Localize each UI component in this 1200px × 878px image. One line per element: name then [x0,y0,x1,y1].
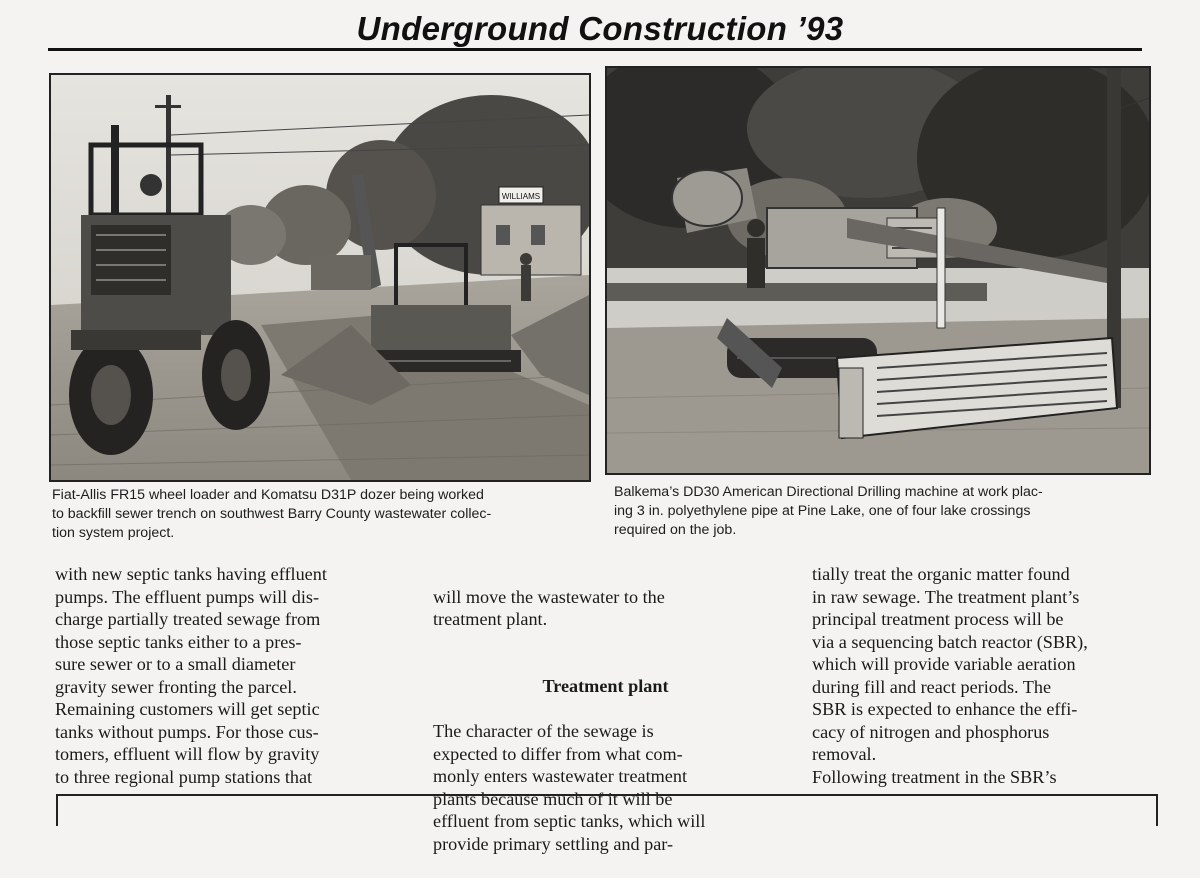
store-sign-text: WILLIAMS [501,192,541,201]
photo-right-illustration [607,68,1149,473]
photo-caption-left: Fiat-Allis FR15 wheel loader and Komatsu D31P dozer being worked to backfill sewer trench on southwest Barry County wastewater collec- tion system project. [52,487,492,541]
page-header-title: Underground Construction ’93 [356,10,844,47]
article-column-1: with new septic tanks having effluent pumps. The effluent pumps will dis- charge partially treated sewage from those septic tanks either to a pres- sure sewer or to a small diameter gravity sewer fronting the parcel. Remaining customers will get septic tanks without pumps. For those cus- tomers, effluent will flow by gravity to three regional pump stations that [55,564,327,787]
photo-caption-right: Balkema’s DD30 American Directional Drilling machine at work plac- ing 3 in. polyethylene pipe at Pine Lake, one of four lake crossings required on the job. [614,484,1043,538]
photo-directional-drilling-machine [605,66,1151,475]
photo-left-illustration [51,75,589,480]
article-column-2-body: The character of the sewage is expected to differ from what com- monly enters wastewater treatment plants because much of it will be effluent from septic tanks, which will provide primary settling and par- [433,721,706,854]
article-column-2-intro: will move the wastewater to the treatment plant. [433,586,665,629]
article-column-3: tially treat the organic matter found in raw sewage. The treatment plant’s principal treatment process will be via a sequencing batch reactor (SBR), which will provide variable aeration during fill and react periods. The SBR is expected to enhance the effi- cacy of nitrogen and phosphorus removal. Following treatment in the SBR’s [812,564,1088,787]
photo-wheel-loader-dozer [49,73,591,482]
section-subhead: Treatment plant [542,676,669,696]
header-rule [48,48,1142,51]
article-column-2 [433,563,778,878]
bottom-sidebar-box [56,794,1158,826]
